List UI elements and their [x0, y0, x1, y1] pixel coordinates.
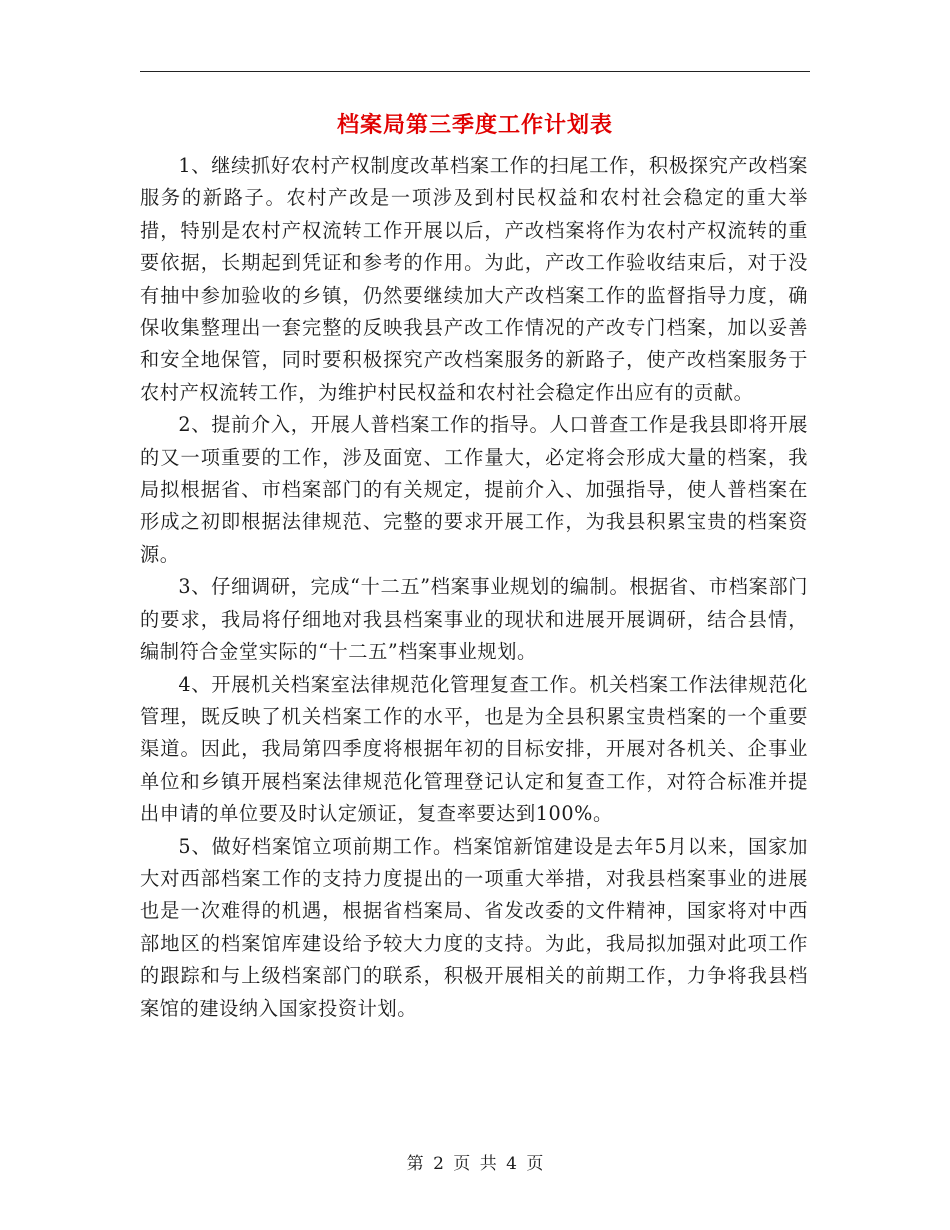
- page-footer: 第 2 页 共 4 页: [406, 1154, 544, 1174]
- paragraph-1: 1、继续抓好农村产权制度改革档案工作的扫尾工作，积极探究产改档案服务的新路子。农村产改是一项涉及到村民权益和农村社会稳定的重大举措，特别是农村产权流转工作开展以后，产改档案将作为农村产权流转的重要依据，长期起到凭证和参考的作用。为此，产改工作验收结束后，对于没有抽中参加验收的乡镇，仍然要继续加大产改档案工作的监督指导力度，确保收集整理出一套完整的反映我县产改工作情况的产改专门档案，加以妥善和安全地保管，同时要积极探究产改档案服务的新路子，使产改档案服务于农村产权流转工作，为维护村民权益和农村社会稳定作出应有的贡献。: [140, 154, 808, 404]
- header-rule: [140, 71, 810, 72]
- document-body: [140, 150, 808, 1025]
- document-title: 档案局第三季度工作计划表: [336, 112, 613, 138]
- paragraph-2: 2、提前介入，开展人普档案工作的指导。人口普查工作是我县即将开展的又一项重要的工作，涉及面宽、工作量大，必定将会形成大量的档案，我局拟根据省、市档案部门的有关规定，提前介入、加强指导，使人普档案在形成之初即根据法律规范、完整的要求开展工作，为我县积累宝贵的档案资源。: [140, 413, 808, 566]
- paragraph-5: 5、做好档案馆立项前期工作。档案馆新馆建设是去年5月以来，国家加大对西部档案工作的支持力度提出的一项重大举措，对我县档案事业的进展也是一次难得的机遇，根据省档案局、省发改委的文件精神，国家将对中西部地区的档案馆库建设给予较大力度的支持。为此，我局拟加强对此项工作的跟踪和与上级档案部门的联系，积极开展相关的前期工作，力争将我县档案馆的建设纳入国家投资计划。: [140, 834, 808, 1020]
- paragraph-3: 3、仔细调研，完成“十二五”档案事业规划的编制。根据省、市档案部门的要求，我局将仔细地对我县档案事业的现状和进展开展调研，结合县情，编制符合金堂实际的“十二五”档案事业规划。: [140, 575, 808, 664]
- paragraph-4: 4、开展机关档案室法律规范化管理复查工作。机关档案工作法律规范化管理，既反映了机关档案工作的水平，也是为全县积累宝贵档案的一个重要渠道。因此，我局第四季度将根据年初的目标安排，开展对各机关、企事业单位和乡镇开展档案法律规范化管理登记认定和复查工作，对符合标准并提出申请的单位要及时认定颁证，复查率要达到100%。: [140, 672, 808, 826]
